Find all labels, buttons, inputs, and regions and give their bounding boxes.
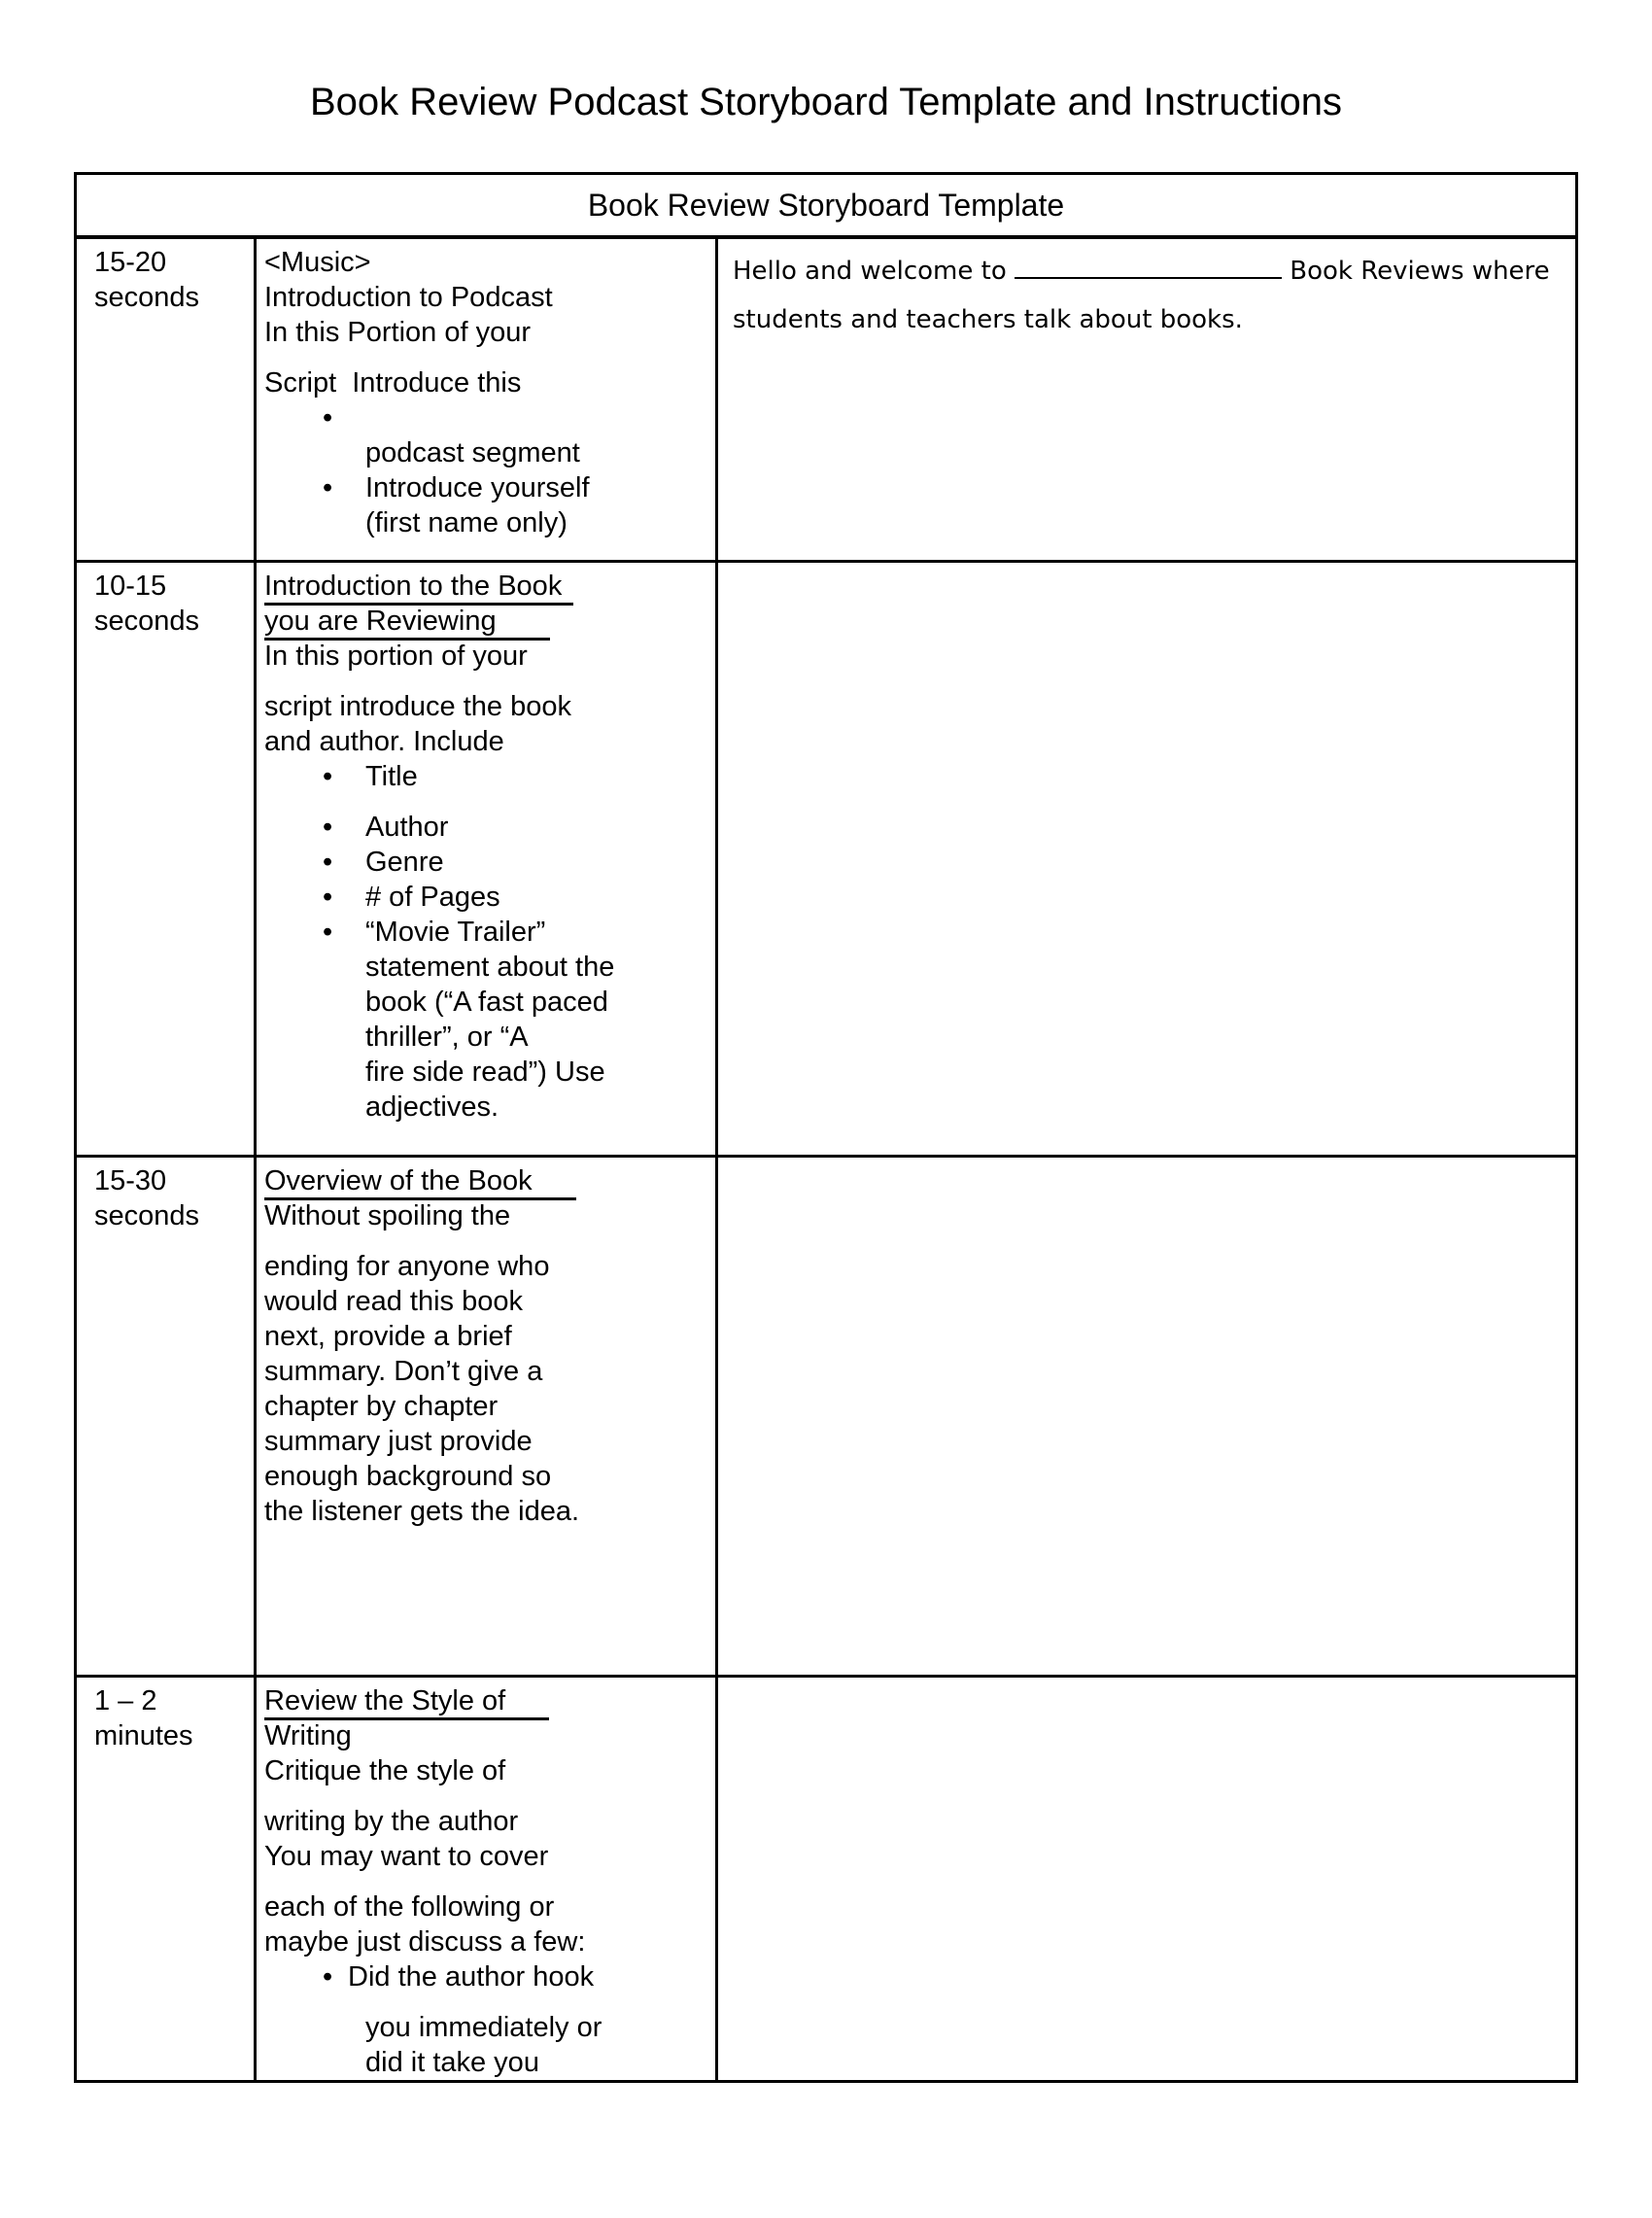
note-text: chapter by chapter <box>264 1391 499 1422</box>
note-line <box>257 689 715 724</box>
time-text: seconds <box>94 1200 200 1231</box>
note-text: summary just provide <box>264 1426 533 1457</box>
note-line <box>257 880 715 915</box>
note-line <box>257 1090 715 1125</box>
time-text: minutes <box>94 1720 193 1751</box>
note-line <box>257 985 715 1020</box>
bullet-icon: • <box>323 472 333 503</box>
note-text: each of the following or <box>264 1891 555 1923</box>
note-text: book (“A fast paced <box>365 987 608 1018</box>
note-line <box>257 724 715 759</box>
script-cell <box>715 563 1575 1155</box>
note-line <box>257 2010 715 2045</box>
time-cell <box>77 563 254 1155</box>
note-line <box>257 1198 715 1233</box>
note-text: maybe just discuss a few: <box>264 1926 586 1958</box>
note-text: and author. Include <box>264 726 504 757</box>
notes-cell <box>254 1158 715 1675</box>
notes-cell <box>254 563 715 1155</box>
document-page <box>0 80 1652 2083</box>
note-line <box>257 639 715 674</box>
note-line <box>257 604 715 639</box>
note-line <box>257 810 715 845</box>
note-text: fire side read”) Use <box>365 1057 605 1088</box>
note-line <box>257 1354 715 1389</box>
note-line <box>257 1284 715 1319</box>
notes-cell <box>254 1678 715 2080</box>
note-text: Did the author hook <box>348 1961 595 1993</box>
note-text: You may want to cover <box>264 1841 549 1872</box>
note-line <box>257 1959 715 1994</box>
note-line <box>257 470 715 505</box>
note-line <box>257 280 715 315</box>
note-line <box>257 1683 715 1718</box>
note-text: thriller”, or “A <box>365 1022 529 1053</box>
note-text: podcast segment <box>365 437 580 468</box>
note-text: Overview of the Book <box>264 1165 576 1200</box>
note-text: you are Reviewing <box>264 606 550 641</box>
note-line <box>257 759 715 794</box>
note-text: Genre <box>365 847 444 878</box>
note-text: Critique the style of <box>264 1755 506 1786</box>
note-text: summary. Don’t give a <box>264 1356 543 1387</box>
note-line <box>257 1389 715 1424</box>
bullet-icon: • <box>323 917 333 948</box>
note-text: script introduce the book <box>264 691 571 722</box>
time-text: 15-30 <box>94 1165 167 1196</box>
note-text: Title <box>365 761 418 792</box>
note-line <box>257 1459 715 1494</box>
bullet-icon: • <box>323 882 333 913</box>
bullet-icon: • <box>323 402 333 433</box>
note-text: In this Portion of your <box>264 317 532 348</box>
table-row <box>77 239 1575 560</box>
note-line <box>257 1249 715 1284</box>
note-line <box>257 435 715 470</box>
table-header-title: Book Review Storyboard Template <box>587 187 1065 223</box>
note-line <box>257 1163 715 1198</box>
table-header <box>77 175 1575 239</box>
note-text: <Music> <box>264 247 371 278</box>
time-cell <box>77 239 254 560</box>
note-text: Author <box>365 812 449 843</box>
time-text: 1 – 2 <box>94 1685 157 1716</box>
note-text: Without spoiling the <box>264 1200 511 1231</box>
fill-in-blank-line <box>1015 248 1282 279</box>
note-line <box>257 1494 715 1529</box>
script-line <box>733 295 1566 344</box>
note-text: Script Introduce this <box>264 367 522 399</box>
note-text: Introduction to Podcast <box>264 282 553 313</box>
bullet-icon: • <box>323 761 333 792</box>
note-text: (first name only) <box>365 507 568 538</box>
note-line <box>257 505 715 540</box>
bullet-icon: • <box>323 847 333 878</box>
note-line <box>257 315 715 350</box>
note-text: “Movie Trailer” <box>365 917 546 948</box>
note-text: ending for anyone who <box>264 1251 550 1282</box>
note-line <box>257 1753 715 1788</box>
storyboard-table <box>74 172 1578 2083</box>
note-text: # of Pages <box>365 882 500 913</box>
note-line <box>257 1924 715 1959</box>
script-text: Book Reviews where <box>1282 257 1550 286</box>
note-text: Introduce yourself <box>365 472 590 503</box>
note-line <box>257 950 715 985</box>
note-text: adjectives. <box>365 1092 499 1123</box>
page-title: Book Review Podcast Storyboard Template and Instructions <box>309 81 1343 123</box>
note-line <box>257 365 715 400</box>
note-text: Writing <box>264 1720 352 1751</box>
notes-cell <box>254 239 715 560</box>
time-text: seconds <box>94 282 200 313</box>
script-line <box>733 247 1566 295</box>
note-text: the listener gets the idea. <box>264 1496 580 1527</box>
note-line <box>257 1718 715 1753</box>
note-text: did it take you <box>365 2047 539 2078</box>
script-text: students and teachers talk about books. <box>733 305 1243 334</box>
note-text: In this portion of your <box>264 641 528 672</box>
note-line <box>257 1889 715 1924</box>
note-text: Review the Style of <box>264 1685 549 1720</box>
bullet-icon: • <box>323 1961 333 1993</box>
note-text: enough background so <box>264 1461 552 1492</box>
note-text: writing by the author <box>264 1806 519 1837</box>
note-text: statement about the <box>365 952 615 983</box>
time-text: 10-15 <box>94 571 167 602</box>
script-cell <box>715 1678 1575 2080</box>
script-cell <box>715 239 1575 560</box>
time-text: seconds <box>94 606 200 637</box>
note-line <box>257 2045 715 2080</box>
script-text: Hello and welcome to <box>733 257 1015 286</box>
note-line <box>257 1055 715 1090</box>
note-text: would read this book <box>264 1286 523 1317</box>
note-line <box>257 1839 715 1874</box>
note-text: next, provide a brief <box>264 1321 512 1352</box>
note-line <box>257 400 715 435</box>
script-cell <box>715 1158 1575 1675</box>
table-row <box>77 1155 1575 1675</box>
note-text: Introduction to the Book <box>264 571 573 606</box>
time-cell <box>77 1678 254 2080</box>
time-cell <box>77 1158 254 1675</box>
note-line <box>257 1319 715 1354</box>
note-line <box>257 1424 715 1459</box>
table-row <box>77 1675 1575 2080</box>
note-line <box>257 1020 715 1055</box>
note-text: you immediately or <box>365 2012 602 2043</box>
bullet-icon: • <box>323 812 333 843</box>
note-line <box>257 1804 715 1839</box>
note-line <box>257 845 715 880</box>
note-line <box>257 245 715 280</box>
storyboard-rows <box>77 239 1575 2080</box>
time-text: 15-20 <box>94 247 167 278</box>
note-line <box>257 569 715 604</box>
table-row <box>77 560 1575 1155</box>
note-line <box>257 915 715 950</box>
